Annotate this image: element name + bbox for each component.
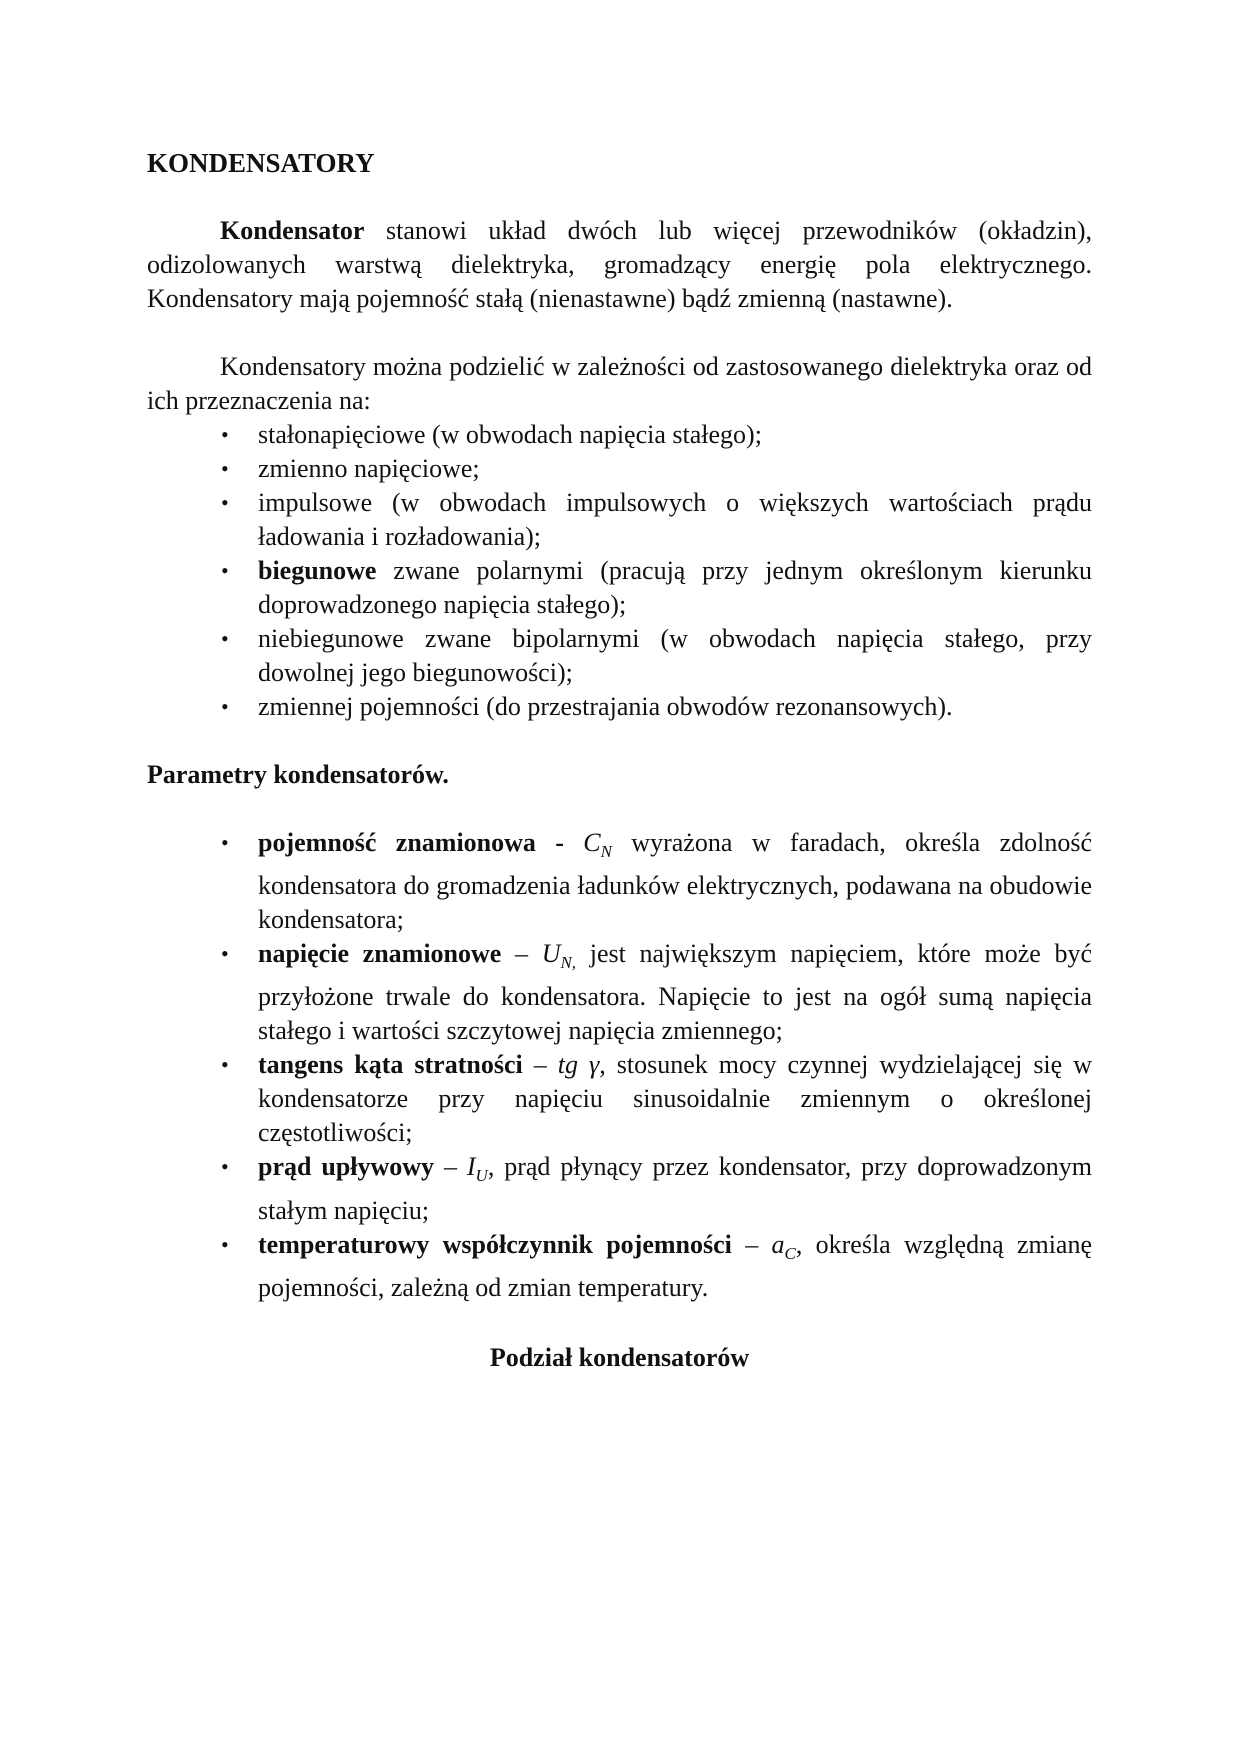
parameters-list [147, 826, 1092, 1305]
section-heading: Podział kondensatorów [489, 1342, 750, 1372]
list-item: • temperaturowy współczynnik pojemności – $a_C$, określa względną zmianę pojemności, zależną od zmian temperatury. [221, 1229, 1093, 1302]
list-item: • napięcie znamionowe – $U_{N,}$ jest największym napięciem, które może być przyłożone trwale do kondensatora. Napięcie to jest na ogół sumą napięcia stałego i wartości szczytowej napięcia zmiennego; [221, 939, 1093, 1046]
params-heading: Parametry kondensatorów. [147, 760, 449, 789]
bullet-icon: • [221, 490, 229, 515]
intro-term: Kondensator [220, 216, 365, 245]
document-page [147, 146, 1092, 1375]
capacitor-types-list [147, 418, 1092, 724]
bullet-icon: • [221, 941, 229, 967]
list-item: • biegunowe zwane polarnymi (pracują przy jednym określonym kierunku doprowadzonego napięcia stałego); [221, 556, 1092, 619]
list-item: • tangens kąta stratności – tg γ, stosunek mocy czynnej wydzielającej się w kondensatorze przy napięciu sinusoidalnie zmiennym o określonej częstotliwości; [221, 1050, 1092, 1148]
bullet-icon: • [221, 694, 229, 719]
list-item: • niebiegunowe zwane bipolarnymi (w obwodach napięcia stałego, przy dowolnej jego biegunowości); [221, 624, 1092, 687]
bullet-icon: • [221, 830, 229, 855]
bullet-icon: • [221, 1154, 229, 1180]
document-title: KONDENSATORY [147, 148, 375, 178]
list-item: • pojemność znamionowa - $C_N$ wyrażona w faradach, określa zdolność kondensatora do gromadzenia ładunków elektrycznych, podawana na obudowie kondensatora; [221, 828, 1092, 935]
list-item: • zmienno napięciowe; [147, 452, 1092, 486]
division-intro: Kondensatory można podzielić w zależności od zastosowanego dielektryka oraz od ich przeznaczenia na: [147, 352, 1092, 415]
bullet-icon: • [221, 1052, 229, 1078]
bullet-icon: • [221, 422, 229, 447]
list-item: • zmiennej pojemności (do przestrajania obwodów rezonansowych). [147, 690, 1092, 724]
bullet-icon: • [221, 456, 229, 481]
bullet-icon: • [221, 626, 229, 651]
list-item: • impulsowe (w obwodach impulsowych o większych wartościach prądu ładowania i rozładowania); [221, 488, 1092, 551]
list-item: • stałonapięciowe (w obwodach napięcia stałego); [147, 418, 1092, 452]
intro-text: stanowi układ dwóch lub więcej przewodników (okładzin), odizolowanych warstwą dielektryka, gromadzący energię pola elektrycznego. Kondensatory mają pojemność stałą (nienastawne) bądź zmienną (nastawne). [147, 216, 1092, 313]
list-item: • prąd upływowy – $I_U$, prąd płynący przez kondensator, przy doprowadzonym stałym napięciu; [221, 1152, 1093, 1225]
intro-paragraph [147, 214, 1092, 316]
bullet-icon: • [221, 1231, 229, 1257]
bullet-icon: • [221, 558, 229, 583]
